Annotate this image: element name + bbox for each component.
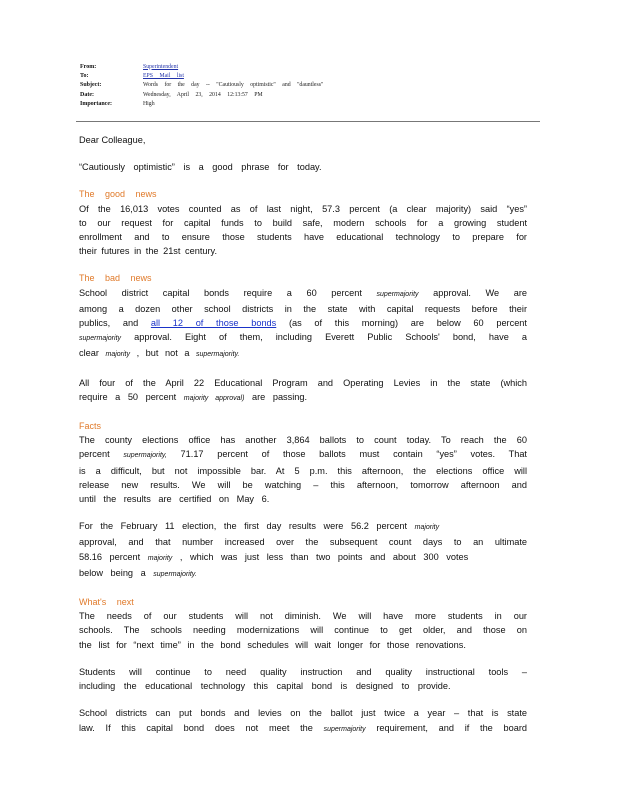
good-news-line: their futures in the 21st century.: [79, 246, 218, 257]
bad-news-heading: The bad news: [79, 273, 152, 284]
from-label: From:: [80, 63, 97, 70]
text: supermajority,: [123, 452, 167, 460]
bad-news-line: [79, 286, 527, 302]
february-line: [79, 550, 527, 566]
date-value: Wednesday, April 23, 2014 12:13:57 PM: [143, 91, 263, 98]
importance-row: [80, 100, 540, 109]
facts-line: is a difficult, but not impossible bar. At 5 p.m. this afternoon, the elections office will: [79, 465, 527, 476]
whats-next-heading: What's next: [79, 597, 134, 608]
text: majority: [105, 351, 130, 359]
bad-news-line: [79, 346, 527, 362]
text: For the February 11 election, the first day results were 56.2 percent: [79, 521, 408, 532]
header-divider: [76, 121, 540, 122]
subject-value: Words for the day -- "Cautiously optimistic" and "dauntless": [143, 82, 324, 89]
text: majority approval): [183, 394, 245, 402]
bonds-link[interactable]: all 12 of those bonds: [150, 318, 277, 329]
good-news-line: to our request for capital funds to build safe, modern schools for a growing student: [79, 217, 527, 228]
intro-line: “Cautiously optimistic” is a good phrase for today.: [79, 162, 322, 173]
whats-next-line: the list for “next time” in the bond schedules will wait longer for those renovations.: [79, 639, 466, 650]
good-news-line: enrollment and to ensure those students have educational technology to prepare for: [79, 232, 527, 243]
greeting: Dear Colleague,: [79, 135, 146, 145]
to-label: To:: [80, 73, 89, 80]
text: approval. Eight of them, including Everett Public Schools' bond, have a: [134, 332, 527, 343]
date-row: [80, 90, 540, 99]
levies-line: All four of the April 22 Educational Program and Operating Levies in the state (which: [79, 377, 527, 388]
text: majority: [147, 554, 173, 562]
facts-line: The county elections office has another 3,864 ballots to count today. To reach the 60: [79, 435, 527, 446]
text: 58.16 percent: [79, 551, 141, 562]
facts-line: [79, 447, 527, 463]
students-line: including the educational technology this capital bond is designed to provide.: [79, 681, 451, 692]
facts-line: until the results are certified on May 6.: [79, 494, 270, 505]
text: law. If this capital bond does not meet the: [79, 722, 313, 733]
subject-row: [80, 81, 540, 90]
email-header: [80, 62, 540, 109]
text: are passing.: [252, 391, 308, 402]
text: supermajority: [79, 335, 122, 343]
date-label: Date:: [80, 91, 94, 98]
text: supermajority: [323, 725, 366, 733]
bad-news-line: among a dozen other school districts in the state with capital requests before their: [79, 303, 527, 314]
school-districts-line: [79, 721, 527, 737]
february-line: [79, 519, 527, 535]
text: publics, and: [79, 318, 139, 329]
school-districts-line: School districts can put bonds and levies on the ballot just twice a year – that is state: [79, 708, 527, 719]
text: below being a: [79, 567, 146, 578]
text: clear: [79, 348, 99, 359]
from-row: [80, 62, 540, 71]
good-news-heading: The good news: [79, 189, 157, 200]
february-line: [79, 566, 527, 582]
whats-next-line: schools. The schools needing modernizations will continue to get older, and those on: [79, 625, 527, 636]
good-news-line: Of the 16,013 votes counted as of last night, 57.3 percent (a clear majority) said “yes”: [79, 203, 527, 214]
whats-next-line: The needs of our students will not diminish. We will have more students in our: [79, 611, 527, 622]
importance-value: High: [143, 101, 155, 108]
facts-heading: Facts: [79, 421, 102, 432]
bad-news-line: [79, 330, 527, 346]
text: , which was just less than two points and about 300 votes: [179, 551, 469, 562]
subject-label: Subject:: [80, 82, 102, 89]
text: School district capital bonds require a 60 percent: [79, 287, 362, 298]
text: , but not a: [136, 348, 190, 359]
to-row: [80, 71, 540, 80]
students-line: Students will continue to need quality instruction and quality instructional tools –: [79, 666, 527, 677]
text: require a 50 percent: [79, 391, 177, 402]
text: supermajority.: [153, 570, 197, 578]
text: supermajority.: [196, 351, 240, 359]
facts-line: release new results. We will be watching – this afternoon, tomorrow afternoon and: [79, 479, 527, 490]
email-body: [79, 133, 527, 737]
text: requirement, and if the board: [376, 722, 528, 733]
february-line: approval, and that number increased over the subsequent count days to an ultimate: [79, 537, 527, 548]
text: 71.17 percent of those ballots must contain “yes” votes. That: [180, 449, 527, 460]
levies-line: [79, 390, 527, 406]
text: approval. We are: [433, 287, 527, 298]
importance-label: Importance:: [80, 101, 112, 108]
text: majority: [414, 524, 440, 532]
text: (as of this morning) are below 60 percent: [288, 318, 527, 329]
to-value[interactable]: EPS Mail list: [143, 73, 184, 80]
from-value[interactable]: Superintendent: [143, 63, 179, 70]
text: percent: [79, 449, 110, 460]
text: supermajority: [376, 290, 419, 298]
bad-news-line: [79, 316, 527, 330]
